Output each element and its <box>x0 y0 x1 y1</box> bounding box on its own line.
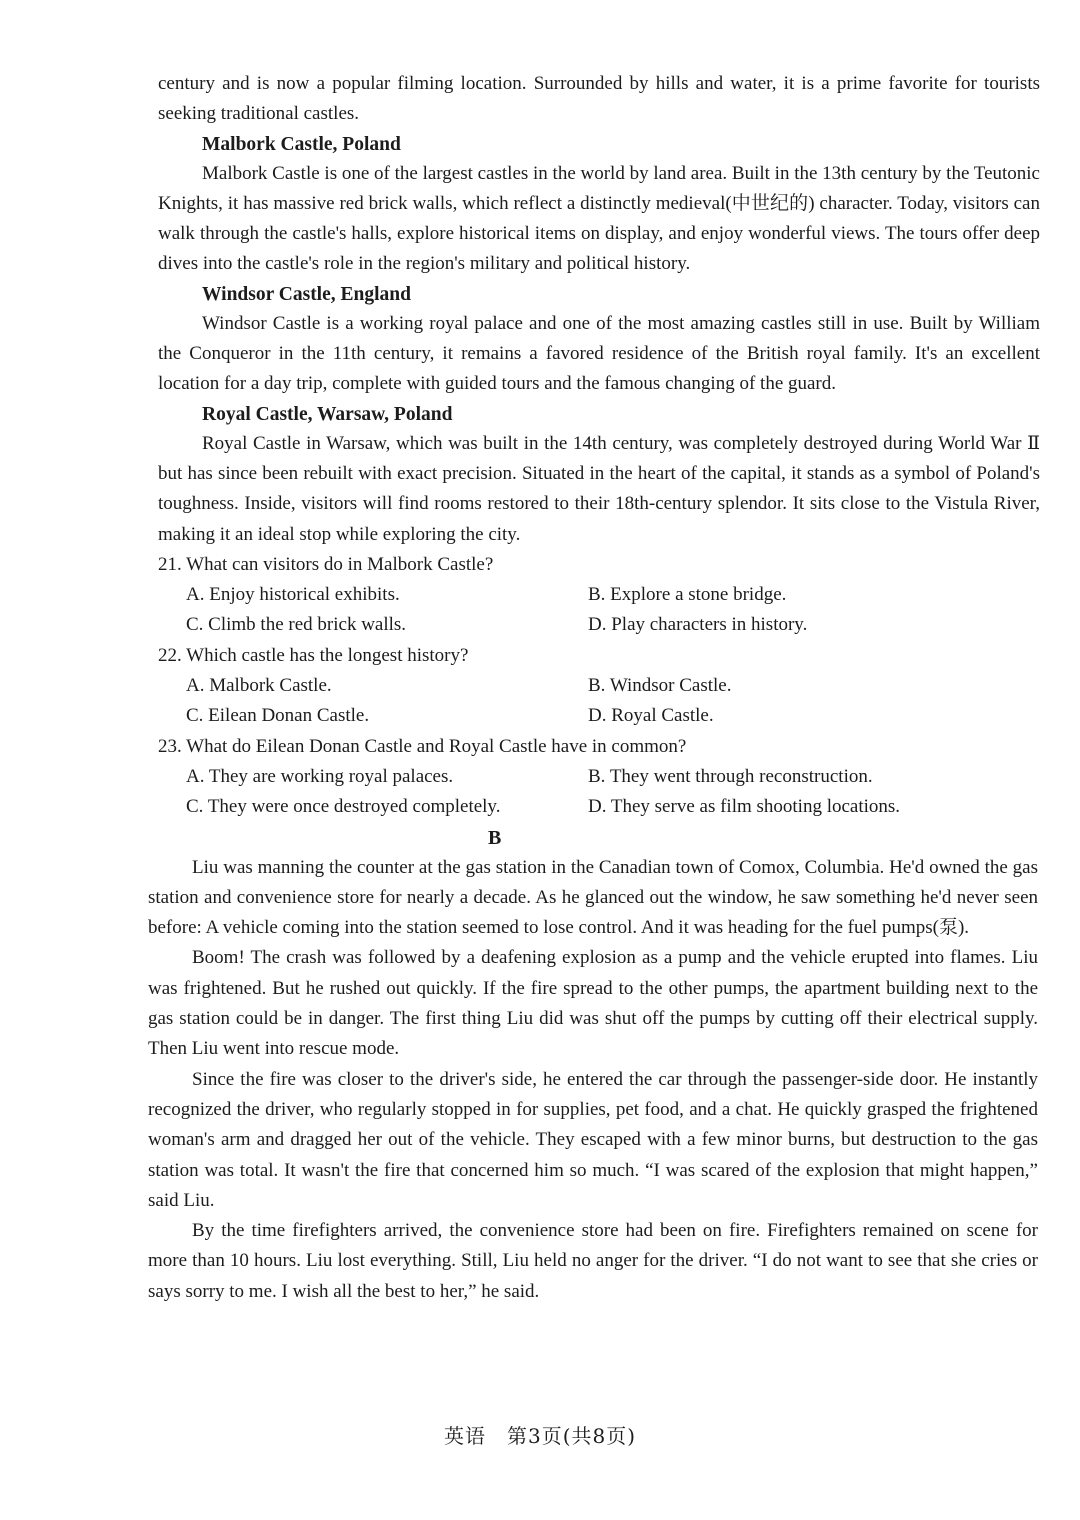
option: D. Play characters in history. <box>588 614 808 636</box>
option: B. Explore a stone bridge. <box>588 584 787 606</box>
castle-heading-windsor: Windsor Castle, England <box>202 283 411 305</box>
section-b: B Liu was manning the counter at the gas station in the Canadian town of Comox, Columbia. He'd owned the gas station and convenience store for nearly a decade. As he glanced out the window, he saw something he'd never seen before: A vehicle coming into the station seemed to lose control. And it was heading for the fuel pumps(泵). Boom! The crash was followed by a deafening explosion as a pump and the vehicle erupted into flames. Liu was frightened. But he rushed out quickly. If the fire spread to the other pumps, the apartment building next to the gas station could be in danger. The first thing Liu did was shut off the pumps by cutting off their electrical supply. Then Liu went into rescue mode. Since the fire was closer to the driver's side, he entered the car through the passenger-side door. He instantly recognized the driver, who regularly stopped in for supplies, pet food, and a chat. He quickly grasped the frightened woman's arm and dragged her out of the vehicle. They escaped with a few minor burns, but destruction to the gas station was total. It wasn't the fire that concerned him so much. “I was scared of the explosion that might happen,” said Liu. By the time firefighters arrived, the convenience store had been on fire. Firefighters remained on scene for more than 10 hours. Liu lost everything. Still, Liu held no anger for the driver. “I do not want to see that she cries or says sorry to me. I wish all the best to her,” he said. <box>0 823 1080 1307</box>
question-stem: 21. What can visitors do in Malbork Castle? <box>158 553 494 575</box>
option: A. Malbork Castle. <box>186 675 332 697</box>
option: B. Windsor Castle. <box>588 675 732 697</box>
option: B. They went through reconstruction. <box>588 765 873 787</box>
castle-heading-malbork: Malbork Castle, Poland <box>202 133 401 155</box>
question-options-row <box>158 610 1040 640</box>
passage-paragraph: Since the fire was closer to the driver's side, he entered the car through the passenger-side door. He instantly recognized the driver, who regularly stopped in for supplies, pet food, and a chat. He quickly grasped the frightened woman's arm and dragged her out of the vehicle. They escaped with a few minor burns, but destruction to the gas station was total. It wasn't the fire that concerned him so much. “I was scared of the explosion that might happen,” said Liu. <box>148 1068 1038 1211</box>
option: C. Climb the red brick walls. <box>186 614 407 636</box>
castle-heading-royal: Royal Castle, Warsaw, Poland <box>202 403 453 425</box>
passage-paragraph: Boom! The crash was followed by a deafening explosion as a pump and the vehicle erupted into flames. Liu was frightened. But he rushed out quickly. If the fire spread to the other pumps, the apartment building next to the gas station could be in danger. The first thing Liu did was shut off the pumps by cutting off their electrical supply. Then Liu went into rescue mode. <box>148 947 1038 1060</box>
questions <box>0 550 1080 823</box>
intro-fragment: century and is now a popular filming location. Surrounded by hills and water, it is a prime favorite for tourists seeking traditional castles. <box>158 73 1040 125</box>
question-options-row <box>158 792 1040 822</box>
option: C. Eilean Donan Castle. <box>186 705 370 727</box>
passage-paragraph: By the time firefighters arrived, the convenience store had been on fire. Firefighters remained on scene for more than 10 hours. Liu lost everything. Still, Liu held no anger for the driver. “I do not want to see that she cries or says sorry to me. I wish all the best to her,” he said. <box>148 1220 1038 1302</box>
passage-paragraph: Liu was manning the counter at the gas station in the Canadian town of Comox, Columbia. He'd owned the gas station and convenience store for nearly a decade. As he glanced out the window, he saw something he'd never seen before: A vehicle coming into the station seemed to lose control. And it was heading for the fuel pumps(泵). <box>148 856 1038 939</box>
option: C. They were once destroyed completely. <box>186 796 501 818</box>
question-options-row <box>158 762 1040 792</box>
question-options-row <box>158 671 1040 701</box>
option: D. They serve as film shooting locations. <box>588 796 901 818</box>
page-footer: 英语 第3页(共8页) <box>443 1424 637 1448</box>
section-a <box>0 0 1080 550</box>
question-stem: 23. What do Eilean Donan Castle and Royal Castle have in common? <box>158 735 687 757</box>
question-stem: 22. Which castle has the longest history? <box>158 644 469 666</box>
question-options-row <box>158 701 1040 731</box>
option: A. Enjoy historical exhibits. <box>186 584 400 606</box>
castle-body-malbork: Malbork Castle is one of the largest castles in the world by land area. Built in the 13th century by the Teutonic Knights, it has massive red brick walls, which reflect a distinctly medieval(中世纪的) character. Today, visitors can walk through the castle's halls, explore historical items on display, and enjoy wonderful views. The tours offer deep dives into the castle's role in the region's military and political history. <box>158 162 1040 275</box>
castle-body-windsor: Windsor Castle is a working royal palace and one of the most amazing castles still in use. Built by William the Conqueror in the 11th century, it remains a favored residence of the British royal family. It's an excellent location for a day trip, complete with guided tours and the famous changing of the guard. <box>158 312 1040 395</box>
question-options-row <box>158 580 1040 610</box>
castle-body-royal: Royal Castle in Warsaw, which was built in the 14th century, was completely destroyed during World War Ⅱ but has since been rebuilt with exact precision. Situated in the heart of the capital, it stands as a symbol of Poland's toughness. Inside, visitors will find rooms restored to their 18th-century splendor. It sits close to the Vistula River, making it an ideal stop while exploring the city. <box>158 432 1040 545</box>
option: D. Royal Castle. <box>588 705 714 727</box>
option: A. They are working royal palaces. <box>186 765 454 787</box>
